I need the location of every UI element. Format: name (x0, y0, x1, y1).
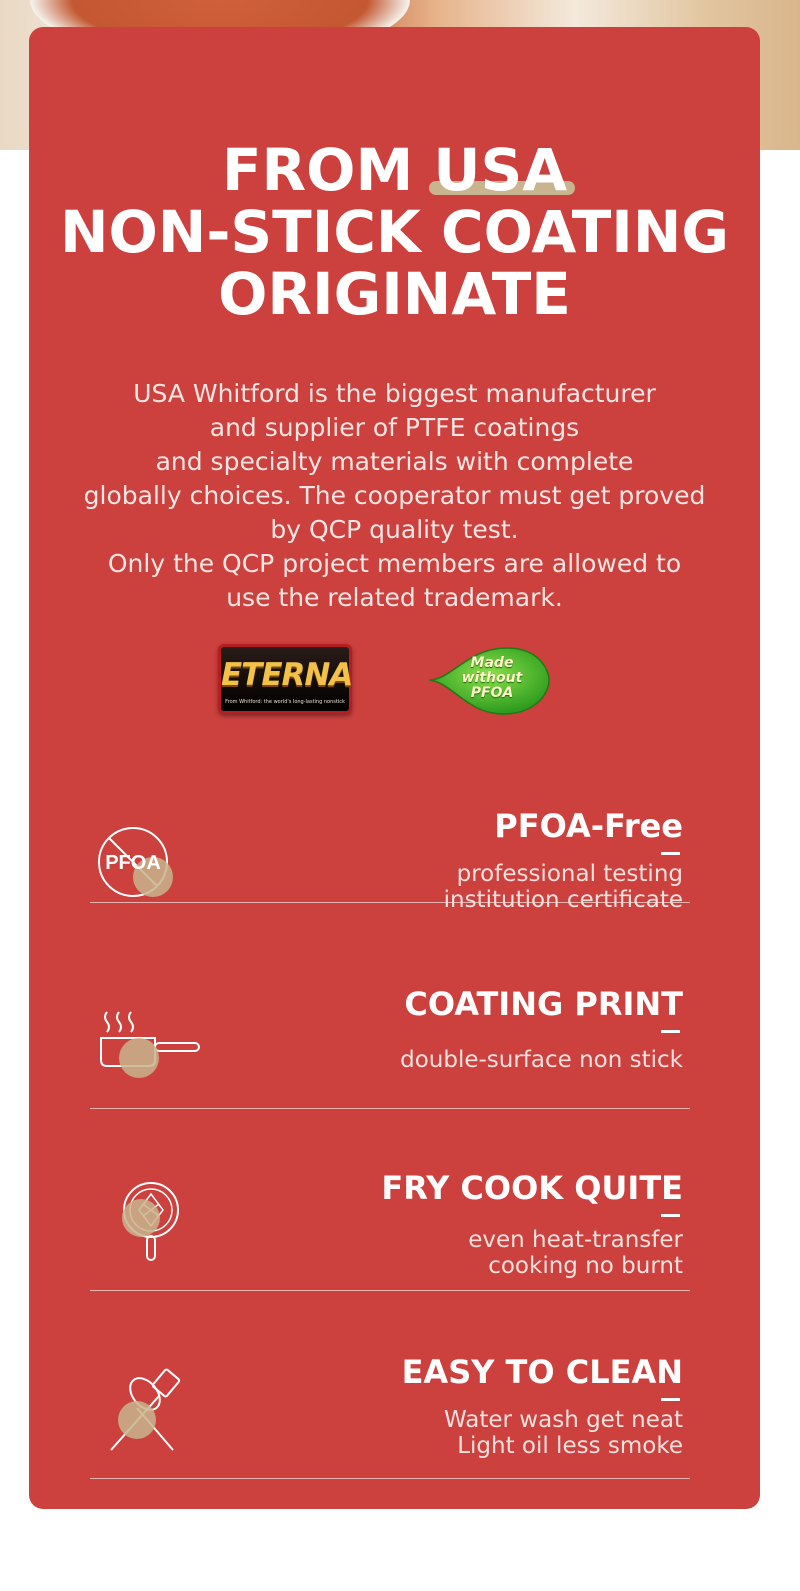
feature-title: COATING PRINT (404, 985, 683, 1023)
headline-line-1 (29, 136, 760, 204)
feature-desc (444, 1407, 683, 1459)
svg-text:PFOA: PFOA (105, 852, 161, 874)
leaf-line: Made (470, 655, 514, 671)
feature-item (90, 757, 690, 913)
feature-dash (661, 1030, 680, 1033)
no-pfoa-icon (95, 817, 185, 907)
feature-desc-line: Light oil less smoke (457, 1433, 683, 1459)
feature-item (90, 1291, 690, 1479)
feature-title: FRY COOK QUITE (381, 1169, 683, 1207)
leaf-line: without (461, 670, 523, 686)
eterna-logo (218, 644, 352, 714)
intro-line: by QCP quality test. (270, 515, 519, 544)
feature-title: EASY TO CLEAN (401, 1353, 683, 1391)
info-card (29, 27, 760, 1509)
intro-line: USA Whitford is the biggest manufacturer (133, 379, 656, 408)
intro-paragraph (59, 377, 730, 615)
spoon-spatula-icon (95, 1366, 185, 1456)
headline (29, 136, 760, 328)
feature-item (90, 1109, 690, 1291)
intro-line: globally choices. The cooperator must get proved (83, 481, 706, 510)
feature-desc (400, 1047, 683, 1073)
feature-desc-line: double-surface non stick (400, 1047, 683, 1073)
headline-line-3: ORIGINATE (218, 260, 571, 328)
frying-pan-icon (95, 1172, 185, 1262)
feature-title: PFOA-Free (494, 807, 683, 845)
eterna-tagline: From Whitford: the world's long-lasting nonstick (225, 699, 345, 705)
headline-line-2: NON-STICK COATING (59, 198, 730, 266)
saucepan-steam-icon (95, 1002, 205, 1092)
pfoa-free-leaf-logo (427, 644, 552, 716)
headline-highlight-text: USA (433, 136, 568, 204)
intro-line: and specialty materials with complete (155, 447, 634, 476)
feature-dash (661, 1398, 680, 1401)
intro-line: use the related trademark. (226, 583, 563, 612)
leaf-line: PFOA (470, 685, 514, 701)
headline-prefix: FROM (221, 136, 414, 204)
feature-desc-line: cooking no burnt (488, 1253, 683, 1279)
feature-desc-line: even heat-transfer (468, 1227, 683, 1253)
feature-desc (444, 861, 683, 913)
feature-desc (468, 1227, 683, 1279)
intro-line: Only the QCP project members are allowed to (107, 549, 682, 578)
feature-desc-line: professional testing (456, 861, 683, 887)
feature-desc-line: institution certificate (443, 887, 683, 913)
feature-desc-line: Water wash get neat (444, 1407, 683, 1433)
leaf-text (457, 656, 527, 701)
feature-dash (661, 852, 680, 855)
feature-item (90, 930, 690, 1109)
eterna-brand-text: ETERNA (221, 657, 353, 693)
headline-highlight (433, 136, 568, 204)
intro-line: and supplier of PTFE coatings (209, 413, 580, 442)
feature-dash (661, 1214, 680, 1217)
